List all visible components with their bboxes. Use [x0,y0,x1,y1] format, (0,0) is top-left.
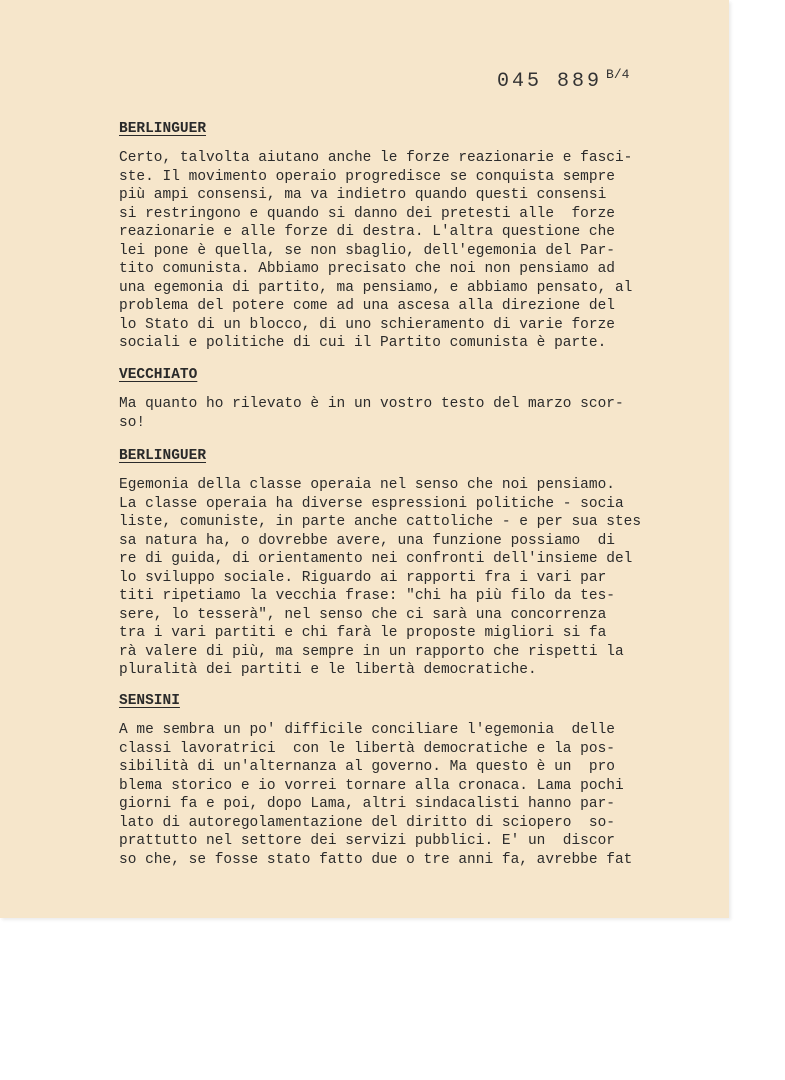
text-line: pluralità dei partiti e le libertà democratiche. [119,662,537,678]
speaker-label: SENSINI [119,693,180,709]
text-line: una egemonia di partito, ma pensiamo, e abbiamo pensato, al [119,279,633,296]
text-line: so che, se fosse stato fatto due o tre anni fa, avrebbe fat [119,851,633,868]
text-line: so! [119,414,146,431]
text-line: problema del potere come ad una ascesa alla direzione del [119,298,615,314]
text-line: reazionarie e alle forze di destra. L'altra questione che [119,224,615,240]
text-line: Certo, talvolta aiutano anche le forze reazionarie e fasci- [119,150,633,166]
dialogue-section-sensini [119,691,679,869]
speech-text [119,149,679,353]
text-line: liste, comuniste, in parte anche cattoliche - e per sua stes [119,514,642,530]
text-line: titi ripetiamo la vecchia frase: "chi ha più filo da tes- [119,588,615,604]
speaker-label: VECCHIATO [119,367,198,383]
text-line: rà valere di più, ma sempre in un rapporto che rispetti la [119,643,624,660]
speech-text [119,476,679,680]
text-line: più ampi consensi, ma va indietro quando questi consensi [119,187,607,203]
text-line: lo sviluppo sociale. Riguardo ai rapporti fra i vari par [119,569,607,586]
text-line: La classe operaia ha diverse espressioni politiche - socia [119,495,624,512]
speaker-label: BERLINGUER [119,121,207,137]
text-line: sa natura ha, o dovrebbe avere, una funzione possiamo di [119,532,615,549]
speech-text [119,721,679,869]
speech-text [119,395,679,432]
text-line: A me sembra un po' difficile conciliare l'egemonia delle [119,722,615,738]
text-line: lo Stato di un blocco, di uno schieramento di varie forze [119,316,615,333]
text-line: re di guida, di orientamento nei confronti dell'insieme del [119,551,633,567]
text-line: prattutto nel settore dei servizi pubblici. E' un discor [119,833,615,849]
text-line: sociali e politiche di cui il Partito comunista è parte. [119,335,607,351]
dialogue-section-berlinguer-2 [119,446,679,680]
page-number [497,67,630,93]
text-line: blema storico e io vorrei tornare alla cronaca. Lama pochi [119,777,624,794]
text-line: Ma quanto ho rilevato è in un vostro testo del marzo scor- [119,396,624,412]
text-line: lei pone è quella, se non sbaglio, dell'egemonia del Par- [119,242,615,259]
text-line: sibilità di un'alternanza al governo. Ma questo è un pro [119,759,615,775]
text-line: tito comunista. Abbiamo precisato che noi non pensiamo ad [119,261,615,277]
text-line: sere, lo tesserà", nel senso che ci sarà una concorrenza [119,606,607,623]
text-line: giorni fa e poi, dopo Lama, altri sindacalisti hanno par- [119,796,615,812]
dialogue-section-vecchiato [119,365,679,432]
speaker-label: BERLINGUER [119,448,207,464]
dialogue-section-berlinguer-1 [119,119,679,353]
text-line: si restringono e quando si danno dei pretesti alle forze [119,205,615,222]
text-line: classi lavoratrici con le libertà democratiche e la pos- [119,740,615,757]
page-number-suffix: B/4 [606,67,630,82]
text-line: ste. Il movimento operaio progredisce se conquista sempre [119,168,615,185]
text-line: tra i vari partiti e chi farà le proposte migliori si fa [119,625,607,641]
page-number-value: 045 889 [497,70,603,93]
text-line: lato di autoregolamentazione del diritto di sciopero so- [119,814,615,831]
text-line: Egemonia della classe operaia nel senso che noi pensiamo. [119,477,615,493]
